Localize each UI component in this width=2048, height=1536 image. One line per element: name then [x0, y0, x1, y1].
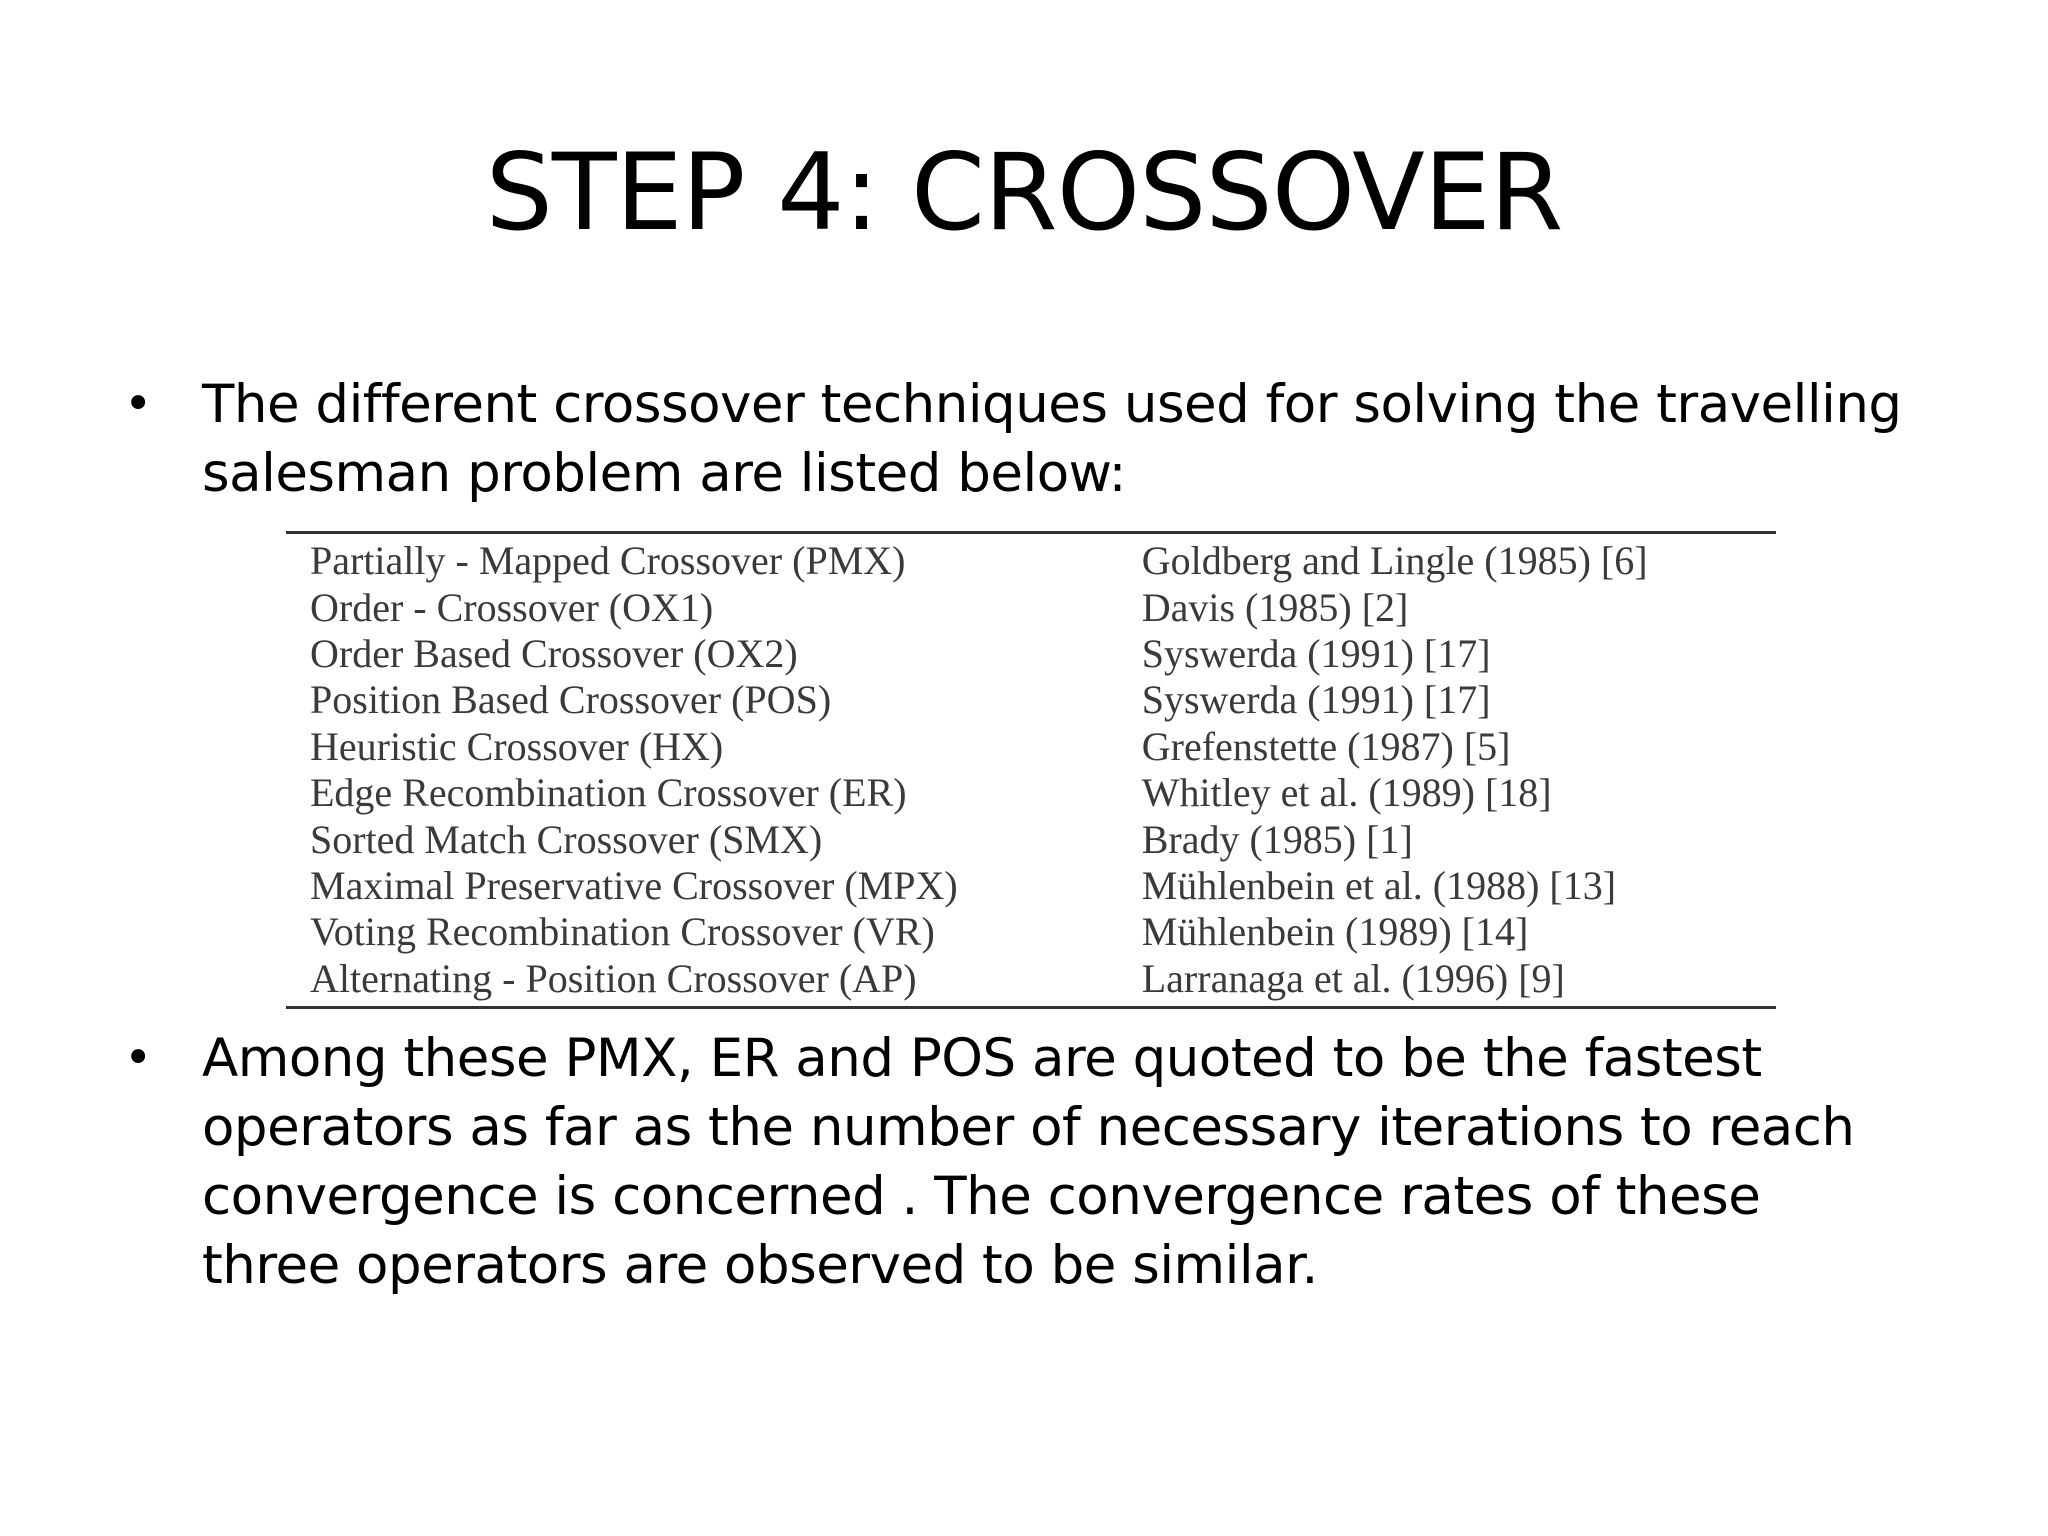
crossover-techniques-table	[286, 531, 1776, 1009]
bullet-item	[124, 370, 1904, 508]
reference-cell: Goldberg and Lingle (1985) [6]	[1141, 538, 1648, 584]
bullet-marker: •	[124, 376, 152, 432]
slide-title: STEP 4: CROSSOVER	[485, 131, 1563, 254]
table-row	[286, 770, 1776, 816]
table-row	[286, 724, 1776, 770]
reference-cell: Davis (1985) [2]	[1141, 584, 1409, 630]
reference-cell: Grefenstette (1987) [5]	[1141, 723, 1511, 769]
bullet-text: Among these PMX, ER and POS are quoted to be the fastest operators as far as the number of necessary iterations to reach convergence is concerned . The convergence rates of these three operators are observed to be similar.	[202, 1028, 1855, 1296]
operator-cell: Sorted Match Crossover (SMX)	[310, 816, 823, 862]
table-row	[286, 584, 1776, 630]
reference-cell: Mühlenbein (1989) [14]	[1141, 909, 1529, 955]
operator-cell: Heuristic Crossover (HX)	[310, 723, 724, 769]
reference-cell: Syswerda (1991) [17]	[1141, 677, 1491, 723]
table-row	[286, 631, 1776, 677]
table-row	[286, 956, 1776, 1008]
operator-cell: Position Based Crossover (POS)	[310, 677, 832, 723]
table-row	[286, 816, 1776, 862]
reference-cell: Mühlenbein et al. (1988) [13]	[1141, 862, 1617, 908]
operator-cell: Partially - Mapped Crossover (PMX)	[310, 538, 906, 584]
reference-cell: Syswerda (1991) [17]	[1141, 630, 1491, 676]
operator-cell: Edge Recombination Crossover (ER)	[310, 770, 907, 816]
operator-cell: Order Based Crossover (OX2)	[310, 630, 798, 676]
table-row	[286, 909, 1776, 955]
bullet-text: The different crossover techniques used for solving the travelling salesman problem are listed below:	[202, 374, 1902, 504]
reference-cell: Brady (1985) [1]	[1141, 816, 1413, 862]
operator-cell: Order - Crossover (OX1)	[310, 584, 714, 630]
table-row	[286, 677, 1776, 723]
reference-cell: Larranaga et al. (1996) [9]	[1141, 955, 1565, 1001]
table-row	[286, 863, 1776, 909]
operator-cell: Voting Recombination Crossover (VR)	[310, 909, 935, 955]
bullet-marker: •	[124, 1030, 152, 1086]
table-row	[286, 533, 1776, 585]
operator-cell: Maximal Preservative Crossover (MPX)	[310, 862, 958, 908]
bullet-item	[124, 1024, 1904, 1300]
reference-cell: Whitley et al. (1989) [18]	[1141, 770, 1552, 816]
operator-cell: Alternating - Position Crossover (AP)	[310, 955, 917, 1001]
